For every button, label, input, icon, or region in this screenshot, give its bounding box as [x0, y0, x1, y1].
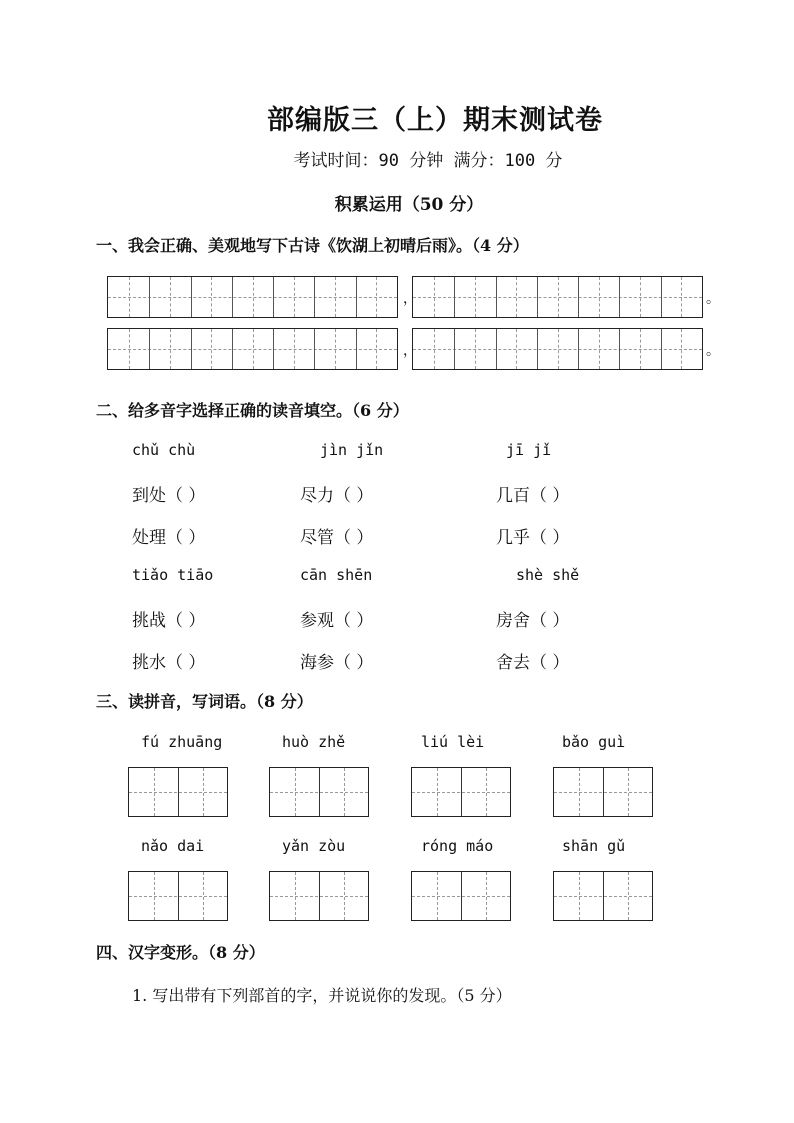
comma: ， — [403, 291, 417, 307]
word-blank[interactable]: 处理（ ） — [132, 528, 206, 548]
pinyin-options: tiǎo tiāo — [132, 566, 214, 584]
pinyin-prompt: shān gǔ — [562, 837, 626, 855]
word-blank[interactable]: 挑战（ ） — [132, 611, 206, 631]
poem-line-box[interactable] — [412, 328, 703, 370]
poem-line-box[interactable] — [412, 276, 703, 318]
pinyin-prompt: nǎo dai — [141, 837, 205, 855]
word-blank[interactable]: 尽力（ ） — [300, 486, 374, 506]
pinyin-options: cān shēn — [300, 566, 373, 584]
answer-box[interactable] — [411, 871, 511, 921]
word-blank[interactable]: 尽管（ ） — [300, 528, 374, 548]
answer-box[interactable] — [128, 767, 228, 817]
answer-box[interactable] — [269, 767, 369, 817]
answer-box[interactable] — [553, 871, 653, 921]
word-blank[interactable]: 房舍（ ） — [496, 611, 570, 631]
comma: ， — [403, 343, 417, 359]
word-blank[interactable]: 海参（ ） — [300, 653, 374, 673]
word-blank[interactable]: 几乎（ ） — [496, 528, 570, 548]
pinyin-options: shè shě — [516, 566, 580, 584]
pinyin-prompt: liú lèi — [421, 733, 485, 751]
question-4-title: 四、汉字变形。（8 分） — [96, 943, 265, 962]
question-2-title: 二、给多音字选择正确的读音填空。（6 分） — [96, 401, 409, 420]
poem-line-box[interactable] — [107, 328, 398, 370]
pinyin-options: chǔ chù — [132, 441, 196, 459]
period: 。 — [706, 291, 720, 307]
word-blank[interactable]: 挑水（ ） — [132, 653, 206, 673]
word-blank[interactable]: 几百（ ） — [496, 486, 570, 506]
section-heading: 积累运用（50 分） — [334, 195, 484, 215]
sub-question: 1. 写出带有下列部首的字，并说说你的发现。（5 分） — [132, 986, 512, 1005]
poem-line-box[interactable] — [107, 276, 398, 318]
page-title: 部编版三（上）期末测试卷 — [267, 105, 603, 136]
pinyin-options: jī jǐ — [506, 441, 552, 459]
pinyin-prompt: huò zhě — [282, 733, 346, 751]
question-1-title: 一、我会正确、美观地写下古诗《饮湖上初晴后雨》。（4 分） — [96, 236, 529, 255]
word-blank[interactable]: 参观（ ） — [300, 611, 374, 631]
pinyin-prompt: fú zhuāng — [141, 733, 223, 751]
pinyin-prompt: bǎo guì — [562, 733, 626, 751]
answer-box[interactable] — [411, 767, 511, 817]
answer-box[interactable] — [128, 871, 228, 921]
word-blank[interactable]: 舍去（ ） — [496, 653, 570, 673]
exam-info: 考试时间：90 分钟 满分：100 分 — [293, 151, 563, 171]
question-3-title: 三、读拼音，写词语。（8 分） — [96, 692, 313, 711]
pinyin-prompt: róng máo — [421, 837, 494, 855]
period: 。 — [706, 343, 720, 359]
word-blank[interactable]: 到处（ ） — [132, 486, 206, 506]
pinyin-options: jìn jǐn — [320, 441, 384, 459]
answer-box[interactable] — [553, 767, 653, 817]
answer-box[interactable] — [269, 871, 369, 921]
pinyin-prompt: yǎn zòu — [282, 837, 346, 855]
